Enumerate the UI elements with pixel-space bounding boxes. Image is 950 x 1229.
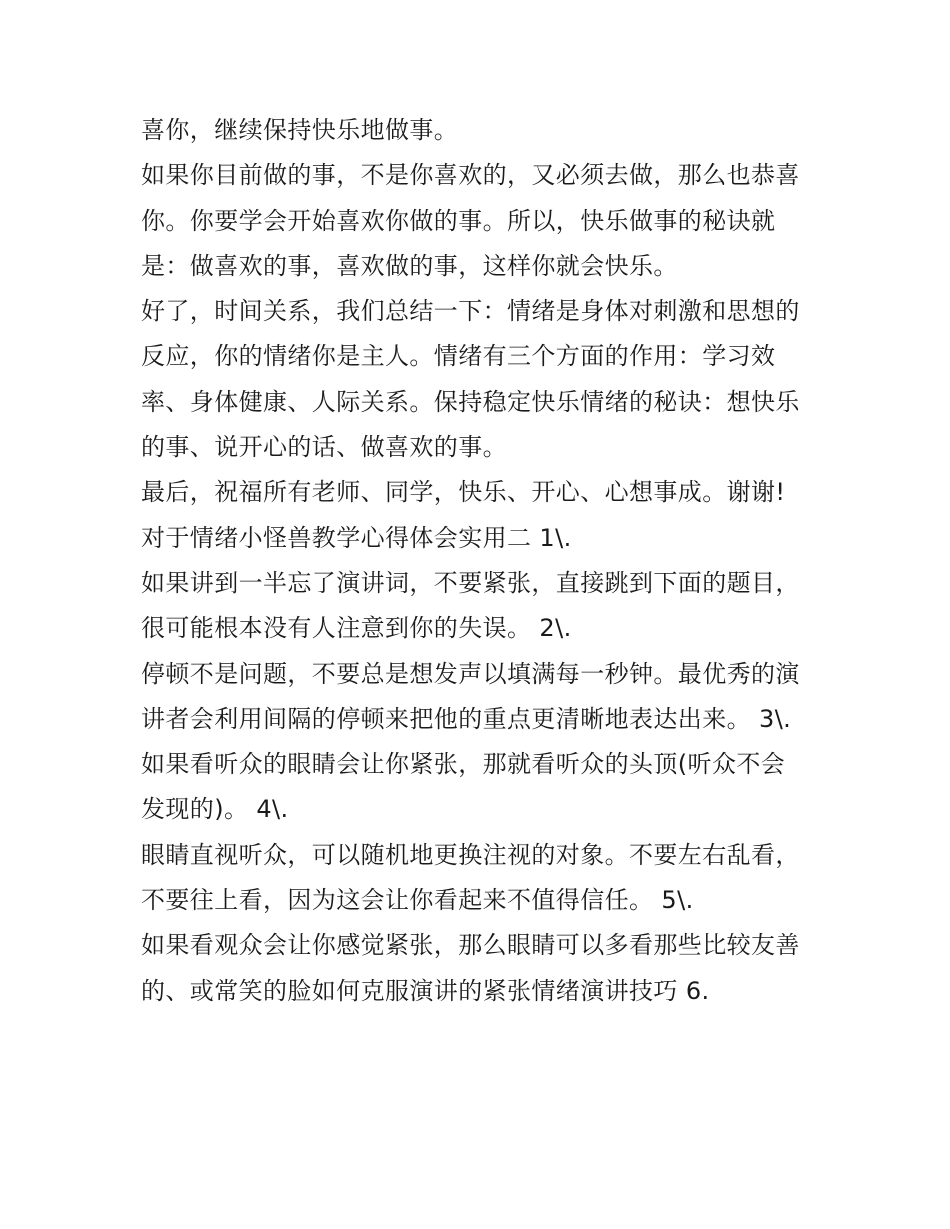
text-line: 最后，祝福所有老师、同学，快乐、开心、心想事成。谢谢! (141, 478, 786, 507)
text-line: 对于情绪小怪兽教学心得体会实用二 1\. (141, 523, 572, 552)
text-line: 很可能根本没有人注意到你的失误。 2\. (141, 614, 572, 643)
text-line: 反应，你的情绪你是主人。情绪有三个方面的作用：学习效 (141, 342, 776, 371)
text-line: 如果看观众会让你感觉紧张，那么眼睛可以多看那些比较友善 (141, 931, 800, 960)
text-line: 的、或常笑的脸如何克服演讲的紧张情绪演讲技巧 6. (141, 976, 710, 1005)
body-text (141, 108, 821, 1014)
text-line: 如果你目前做的事，不是你喜欢的，又必须去做，那么也恭喜 (141, 161, 800, 190)
text-line: 讲者会利用间隔的停顿来把他的重点更清晰地表达出来。 3\. (141, 704, 792, 733)
text-line: 如果看听众的眼睛会让你紧张，那就看听众的头顶(听众不会 (141, 750, 786, 779)
text-line: 发现的)。 4\. (141, 795, 289, 824)
text-line: 眼睛直视听众，可以随机地更换注视的对象。不要左右乱看， (141, 840, 800, 869)
text-line: 好了，时间关系，我们总结一下：情绪是身体对刺激和思想的 (141, 297, 800, 326)
text-line: 是：做喜欢的事，喜欢做的事，这样你就会快乐。 (141, 251, 678, 280)
text-line: 你。你要学会开始喜欢你做的事。所以，快乐做事的秘诀就 (141, 206, 776, 235)
text-line: 率、身体健康、人际关系。保持稳定快乐情绪的秘诀：想快乐 (141, 387, 800, 416)
text-line: 的事、说开心的话、做喜欢的事。 (141, 433, 507, 462)
text-line: 喜你，继续保持快乐地做事。 (141, 116, 459, 144)
text-line: 停顿不是问题，不要总是想发声以填满每一秒钟。最优秀的演 (141, 659, 800, 688)
text-line: 不要往上看，因为这会让你看起来不值得信任。 5\. (141, 886, 694, 915)
text-line: 如果讲到一半忘了演讲词，不要紧张，直接跳到下面的题目， (141, 568, 800, 597)
